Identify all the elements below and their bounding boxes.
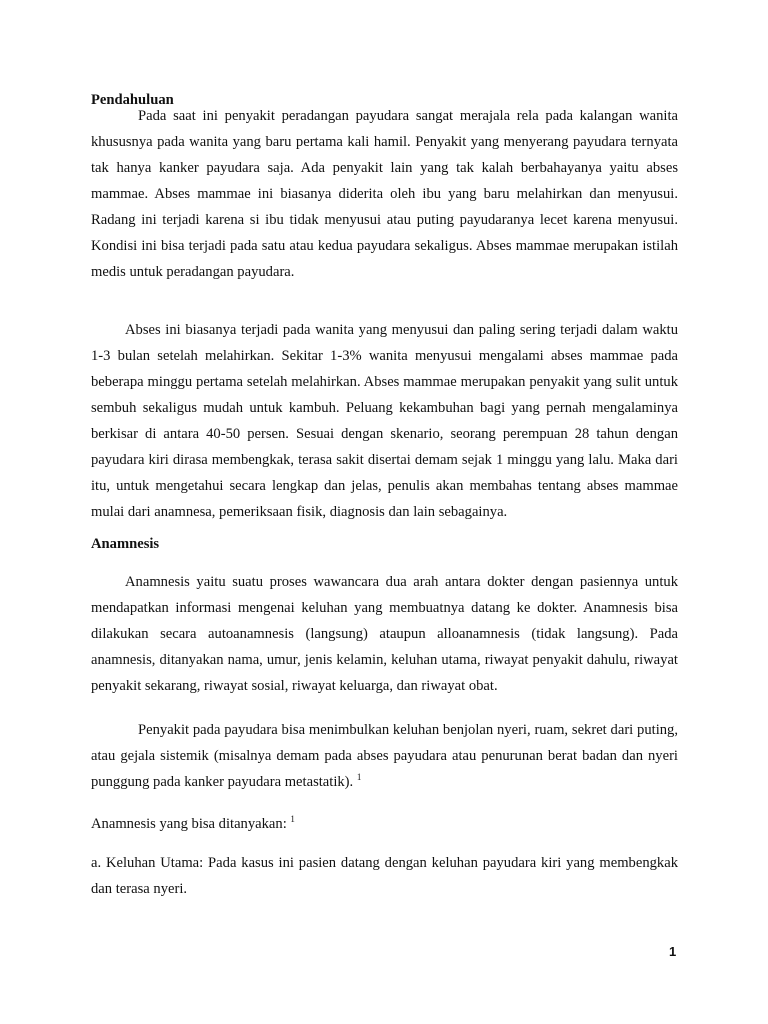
page-number: 1 bbox=[669, 944, 677, 959]
intro-paragraph-1: Pada saat ini penyakit peradangan payudara sangat merajala rela pada kalangan wanita khususnya pada wanita yang baru pertama kali hamil. Penyakit yang menyerang payudara ternyata tak hanya kanker payudara saja. Ada penyakit lain yang tak kalah berbahayanya yaitu abses mammae. Abses mammae ini biasanya diderita oleh ibu yang baru melahirkan dan menyusui. Radang ini terjadi karena si ibu tidak menyusui atau puting payudaranya lecet karena menyusui. Kondisi ini bisa terjadi pada satu atau kedua payudara sekaligus. Abses mammae merupakan istilah medis untuk peradangan payudara. bbox=[91, 108, 678, 280]
intro-paragraph-2: Abses ini biasanya terjadi pada wanita yang menyusui dan paling sering terjadi dalam waktu 1-3 bulan setelah melahirkan. Sekitar 1-3% wanita menyusui mengalami abses mammae pada beberapa minggu pertama setelah melahirkan. Abses mammae merupakan penyakit yang sulit untuk sembuh sekaligus mudah untuk kambuh. Peluang kekambuhan bagi yang pernah mengalaminya berkisar di antara 40-50 persen. Sesuai dengan skenario, seorang perempuan 28 tahun dengan payudara kiri dirasa membengkak, terasa sakit disertai demam sejak 1 minggu yang lalu. Maka dari itu, untuk mengetahui secara lengkap dan jelas, penulis akan membahas tentang abses mammae mulai dari anamnesa, pemeriksaan fisik, diagnosis dan lain sebagainya. bbox=[91, 322, 678, 520]
anamnesis-paragraph-2 bbox=[91, 717, 678, 795]
reference-superscript: 1 bbox=[356, 772, 362, 783]
list-item-keluhan-utama: a. Keluhan Utama: Pada kasus ini pasien datang dengan keluhan payudara kiri yang membengkak dan terasa nyeri. bbox=[91, 855, 678, 897]
heading-anamnesis: Anamnesis bbox=[91, 536, 160, 552]
heading-pendahuluan: Pendahuluan bbox=[91, 92, 174, 108]
anamnesis-paragraph-2-text: Penyakit pada payudara bisa menimbulkan keluhan benjolan nyeri, ruam, sekret dari puting, atau gejala sistemik (misalnya demam pada abses payudara atau penurunan berat badan dan nyeri punggung pada kanker payudara metastatik). bbox=[91, 722, 678, 790]
questions-intro bbox=[91, 811, 678, 837]
questions-intro-text: Anamnesis yang bisa ditanyakan: bbox=[91, 816, 287, 832]
reference-superscript: 1 bbox=[290, 814, 295, 825]
anamnesis-paragraph-1: Anamnesis yaitu suatu proses wawancara dua arah antara dokter dengan pasiennya untuk mendapatkan informasi mengenai keluhan yang membuatnya datang ke dokter. Anamnesis bisa dilakukan secara autoanamnesis (langsung) ataupun alloanamnesis (tidak langsung). Pada anamnesis, ditanyakan nama, umur, jenis kelamin, keluhan utama, riwayat penyakit dahulu, riwayat penyakit sekarang, riwayat sosial, riwayat keluarga, dan riwayat obat. bbox=[91, 574, 678, 694]
